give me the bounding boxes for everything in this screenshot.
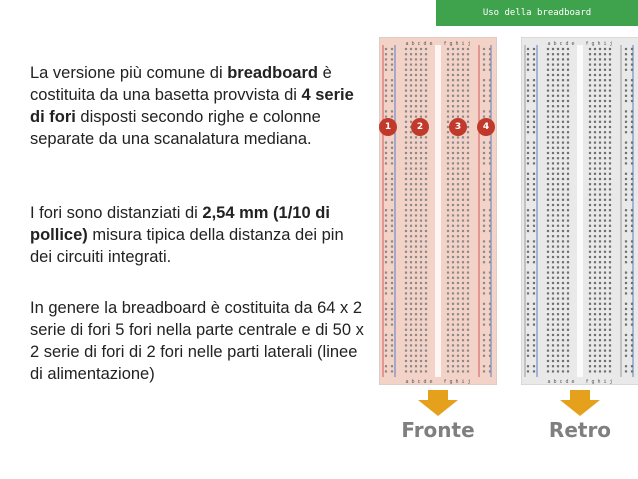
badge-1: 1 xyxy=(379,118,397,136)
arrow-down-icon xyxy=(418,390,458,416)
breadboard-front-image xyxy=(379,37,497,385)
paragraph-description xyxy=(30,62,370,150)
text-bold: breadboard xyxy=(227,64,318,82)
arrow-down-icon xyxy=(560,390,600,416)
text-segment: è costituita da una basetta provvista di xyxy=(30,64,332,104)
badge-2: 2 xyxy=(411,118,429,136)
badge-4: 4 xyxy=(477,118,495,136)
text-segment: misura tipica della distanza dei pin dei circuiti integrati. xyxy=(30,226,344,266)
text-segment: In genere la breadboard è costituita da 64 x 2 serie di fori 5 fori nella parte centrale e di 50 x 2 serie di fori di 2 fori nelle parti laterali (linee di alimentazione) xyxy=(30,299,364,383)
caption-back: Retro xyxy=(548,418,612,442)
svg-text:f g h i j: f g h i j xyxy=(443,379,471,385)
breadboard-back-image xyxy=(521,37,638,385)
svg-text:a b c d e: a b c d e xyxy=(547,41,575,47)
text-segment: I fori sono distanziati di xyxy=(30,204,203,222)
text-bold: 2,54 mm (1/10 di pollice) xyxy=(30,204,330,244)
caption-front: Fronte xyxy=(401,418,475,442)
text-segment: La versione più comune di xyxy=(30,64,228,82)
paragraph-spacing xyxy=(30,202,370,268)
slide-header: Uso della breadboard xyxy=(436,0,638,26)
text-segment: disposti secondo righe e colonne separate da una scanalatura mediana. xyxy=(30,108,321,148)
badge-3: 3 xyxy=(449,118,467,136)
svg-text:a b c d e: a b c d e xyxy=(547,379,575,385)
svg-text:f g h i j: f g h i j xyxy=(585,379,613,385)
svg-text:f g h i j: f g h i j xyxy=(585,41,613,47)
svg-text:f g h i j: f g h i j xyxy=(443,41,471,47)
svg-text:a b c d e: a b c d e xyxy=(405,41,433,47)
svg-text:a b c d e: a b c d e xyxy=(405,379,433,385)
paragraph-structure xyxy=(30,297,370,385)
text-bold: 4 serie di fori xyxy=(30,86,354,126)
